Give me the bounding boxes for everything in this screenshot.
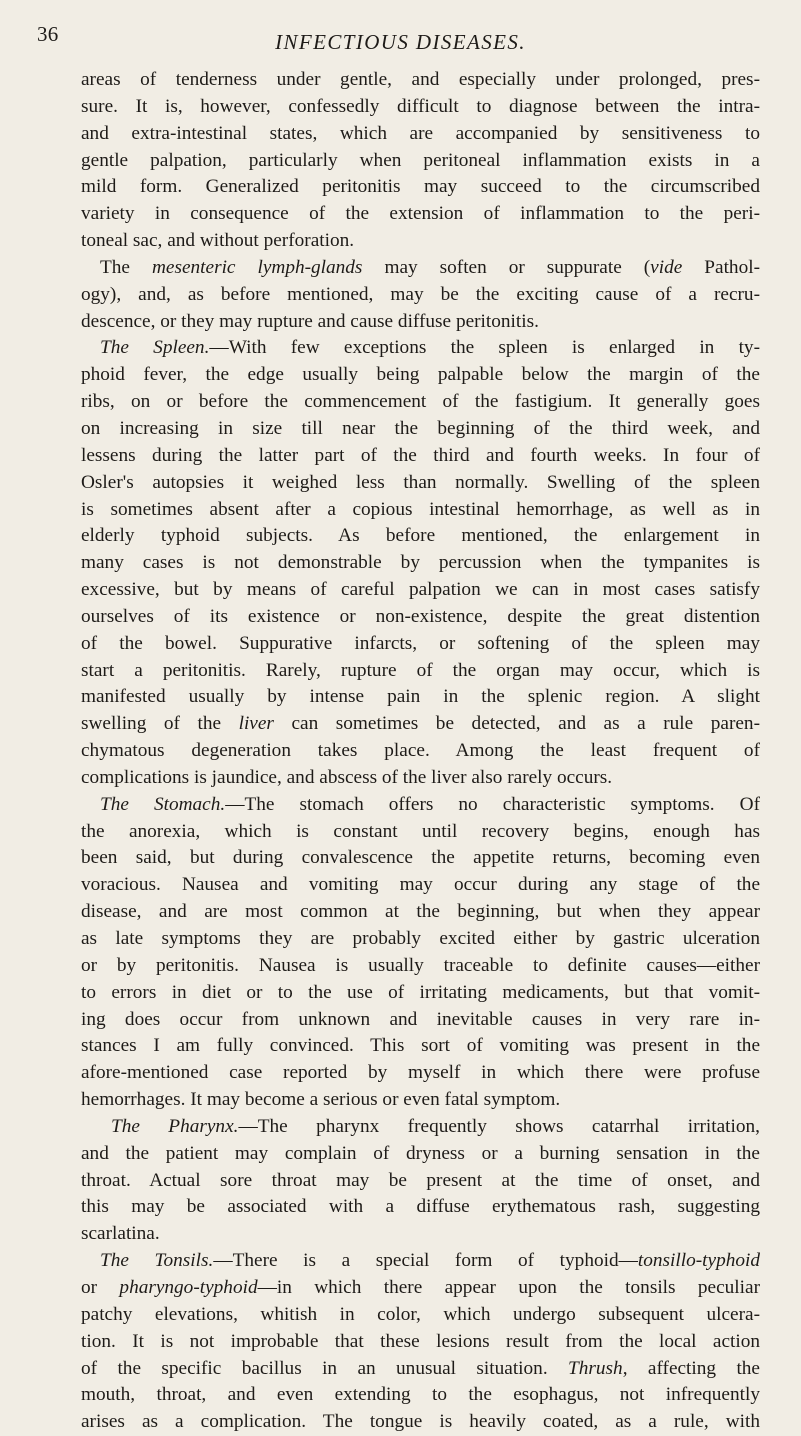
text-line: toneal sac, and without perforation.	[81, 230, 355, 252]
text-line: afore-mentioned case reported by myself in which there were profuse	[81, 1062, 760, 1084]
text-line: areas of tenderness under gentle, and especially under prolonged, pres-	[81, 69, 760, 90]
text-line: sure. It is, however, confessedly difficult to diagnose between the intra-	[81, 95, 760, 117]
text-line: hemorrhages. It may become a serious or even fatal symptom.	[81, 1089, 561, 1111]
text-line: voracious. Nausea and vomiting may occur during any stage of the	[81, 874, 760, 896]
page-number: 36	[37, 22, 59, 46]
text-line: many cases is not demonstrable by percussion when the tympanites is	[81, 552, 760, 574]
text-line: swelling of the liver can sometimes be detected, and as a rule paren-	[81, 713, 760, 735]
text-line: stances I am fully convinced. This sort of vomiting was present in the	[81, 1035, 760, 1057]
text-line: ribs, on or before the commencement of the fastigium. It generally goes	[81, 391, 760, 413]
text-line: The Spleen.—With few exceptions the spleen is enlarged in ty-	[100, 337, 760, 359]
text-line: ing does occur from unknown and inevitable causes in very rare in-	[81, 1008, 760, 1030]
text-line: been said, but during convalescence the appetite returns, becoming even	[81, 847, 760, 869]
running-title: INFECTIOUS DISEASES.	[275, 30, 526, 54]
text-line: excessive, but by means of careful palpation we can in most cases satisfy	[81, 579, 760, 601]
text-line: of the specific bacillus in an unusual situation. Thrush, affecting the	[81, 1357, 760, 1379]
text-line: chymatous degeneration takes place. Among the least frequent of	[81, 740, 760, 762]
text-line: and the patient may complain of dryness or a burning sensation in the	[81, 1142, 760, 1164]
text-line: The Tonsils.—There is a special form of typhoid—tonsillo-typhoid	[100, 1250, 760, 1272]
body-text	[81, 67, 760, 1436]
text-line: or by peritonitis. Nausea is usually traceable to definite causes—either	[81, 954, 760, 976]
text-line: scarlatina.	[81, 1223, 160, 1245]
text-line: the anorexia, which is constant until recovery begins, enough has	[81, 820, 760, 842]
text-line: descence, or they may rupture and cause diffuse peritonitis.	[81, 310, 539, 332]
text-line: disease, and are most common at the beginning, but when they appear	[81, 901, 760, 923]
text-line: phoid fever, the edge usually being palpable below the margin of the	[81, 364, 760, 386]
text-line: start a peritonitis. Rarely, rupture of the organ may occur, which is	[81, 659, 760, 681]
text-line: to errors in diet or to the use of irritating medicaments, but that vomit-	[81, 981, 760, 1003]
text-line: manifested usually by intense pain in the splenic region. A slight	[81, 686, 760, 708]
text-line: on increasing in size till near the beginning of the third week, and	[81, 417, 760, 439]
text-line: patchy elevations, whitish in color, which undergo subsequent ulcera-	[81, 1303, 760, 1325]
text-line: The Pharynx.—The pharynx frequently shows catarrhal irritation,	[111, 1115, 760, 1137]
text-line: gentle palpation, particularly when peritoneal inflammation exists in a	[81, 149, 760, 171]
text-line: lessens during the latter part of the third and fourth weeks. In four of	[81, 444, 760, 466]
text-line: complications is jaundice, and abscess of the liver also rarely occurs.	[81, 766, 613, 788]
text-line: Osler's autopsies it weighed less than normally. Swelling of the spleen	[81, 471, 760, 493]
text-line: or pharyngo-typhoid—in which there appear upon the tonsils peculiar	[81, 1276, 760, 1298]
text-line: as late symptoms they are probably excited either by gastric ulceration	[81, 928, 760, 949]
text-line: ogy), and, as before mentioned, may be the exciting cause of a recru-	[81, 283, 760, 305]
text-line: elderly typhoid subjects. As before mentioned, the enlargement in	[81, 525, 760, 547]
text-line: mild form. Generalized peritonitis may succeed to the circumscribed	[81, 176, 760, 198]
text-line: ourselves of its existence or non-existence, despite the great distention	[81, 605, 760, 627]
text-line: variety in consequence of the extension of inflammation to the peri-	[81, 203, 760, 225]
text-line: and extra-intestinal states, which are accompanied by sensitiveness to	[81, 122, 760, 144]
text-line: throat. Actual sore throat may be present at the time of onset, and	[81, 1169, 760, 1191]
text-line: tion. It is not improbable that these lesions result from the local action	[81, 1330, 760, 1352]
text-line: arises as a complication. The tongue is heavily coated, as a rule, with	[81, 1411, 760, 1433]
text-line: is sometimes absent after a copious intestinal hemorrhage, as well as in	[81, 498, 760, 520]
text-line: The Stomach.—The stomach offers no characteristic symptoms. Of	[100, 793, 760, 815]
text-line: mouth, throat, and even extending to the esophagus, not infrequently	[81, 1384, 760, 1406]
text-line: of the bowel. Suppurative infarcts, or softening of the spleen may	[81, 632, 760, 654]
text-line: The mesenteric lymph-glands may soften or suppurate (vide Pathol-	[100, 256, 760, 278]
text-line: this may be associated with a diffuse erythematous rash, suggesting	[81, 1196, 760, 1218]
